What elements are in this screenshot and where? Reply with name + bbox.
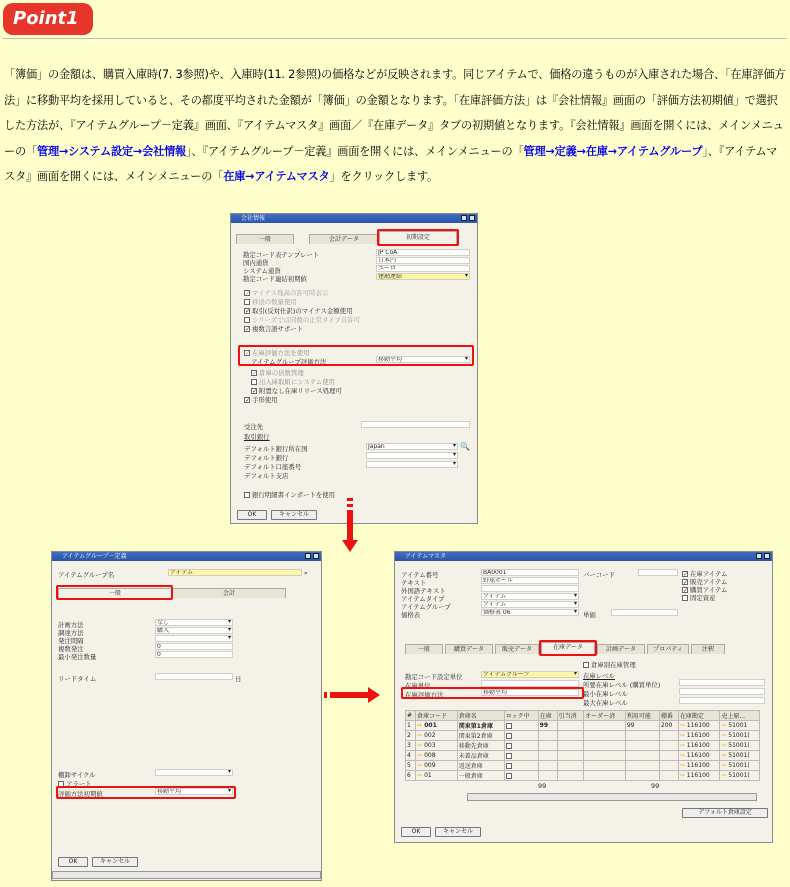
inventory-unit-label: 在庫単位: [405, 682, 431, 690]
inventory-account: [678, 741, 719, 751]
inventory-account: [678, 731, 719, 741]
available-cell: [625, 741, 659, 751]
inventory-account: [678, 761, 719, 771]
lock-check[interactable]: [504, 721, 538, 731]
inventory-level-title: 在庫レベル: [583, 672, 615, 680]
cogs-account: [720, 731, 760, 741]
column-header[interactable]: 在庫勘定: [678, 711, 719, 721]
right-arrow-icon: [318, 689, 380, 701]
cogs-account: [720, 721, 760, 731]
bin-cell: [659, 731, 678, 741]
checkbox[interactable]: [506, 763, 512, 769]
local-currency-field[interactable]: 日本円: [376, 257, 470, 264]
ok-button[interactable]: OK: [237, 510, 267, 520]
item-group-select[interactable]: アイテム ▾: [481, 601, 579, 608]
max-level-field[interactable]: [679, 697, 765, 704]
field-label: デフォルト銀行所在国: [244, 445, 308, 453]
valuation-default-label: 評価方法初期値: [58, 790, 103, 798]
lock-check[interactable]: [504, 771, 538, 781]
procurement-method-select[interactable]: 購入 ▾: [155, 627, 233, 634]
field-label: 所要在庫レベル (購買単位): [583, 681, 661, 689]
link-arrow-icon[interactable]: ⇨: [721, 722, 729, 729]
check-row[interactable]: ✓ 購買アイテム: [683, 586, 728, 594]
warehouse-name: 返送倉庫: [457, 761, 504, 771]
field-label: 最小発注数量: [58, 653, 97, 661]
field-label: アイテムグループ: [401, 603, 451, 611]
tab-inventory[interactable]: 在庫データ: [541, 642, 595, 654]
link-arrow-icon[interactable]: ⇨: [417, 722, 425, 729]
cogs-account: [720, 751, 760, 761]
link-arrow-icon[interactable]: ⇨: [679, 722, 687, 729]
default-bank-select[interactable]: [366, 452, 458, 459]
field-label: 複数発注: [58, 645, 84, 653]
unit-price-label: 単価: [583, 611, 596, 619]
checkbox[interactable]: [506, 743, 512, 749]
account-setting-select[interactable]: アイテムグループ ▾: [481, 671, 579, 678]
highlight-valuation: [56, 786, 236, 799]
lead-time-label: リードタイム: [58, 675, 97, 683]
check-row[interactable]: ✓ 販売アイテム: [683, 578, 728, 586]
warehouse-code: [416, 731, 458, 741]
coa-template-field[interactable]: JP CoA: [376, 249, 470, 256]
row-number: 1: [406, 721, 416, 731]
tab-accounting[interactable]: 会計データ: [309, 234, 379, 244]
menu-path-itemgroup: 管理→定義→在庫→アイテムグループ: [523, 144, 703, 158]
unit-price-field[interactable]: [611, 609, 678, 616]
field-label: 外国語テキスト: [401, 587, 446, 595]
cell-text: 51001(: [728, 732, 750, 739]
bin-cell: [659, 761, 678, 771]
lock-check[interactable]: [504, 741, 538, 751]
link-arrow-icon[interactable]: ⇨: [417, 752, 425, 759]
cell-text: 51001: [728, 722, 748, 729]
link-arrow-icon[interactable]: ⇨: [721, 752, 729, 759]
check-row[interactable]: 移送の数量使用: [244, 297, 297, 306]
point-badge: Point1: [3, 3, 93, 35]
ordered-cell: [584, 741, 626, 751]
ordered-cell: [584, 771, 626, 781]
lock-check[interactable]: [504, 751, 538, 761]
row-number: 6: [406, 771, 416, 781]
field-label: デフォルト銀行: [244, 454, 289, 462]
row-number: 5: [406, 761, 416, 771]
link-arrow-icon[interactable]: ⇨: [721, 762, 729, 769]
ordered-cell: [584, 731, 626, 741]
group-name-label: アイテムグループ名: [58, 571, 115, 579]
barcode-label: バーコード: [583, 571, 615, 579]
cell-text: 008: [424, 752, 436, 759]
field-label: 最小在庫レベル: [583, 690, 628, 698]
down-arrow-icon: [346, 498, 354, 552]
field-label: 調達方法: [58, 629, 84, 637]
account-consolidation-select[interactable]: 建勘連結 ▾: [376, 273, 470, 280]
column-header[interactable]: 倉庫名: [457, 711, 504, 721]
order-multiple-field[interactable]: 0: [155, 643, 233, 650]
ok-button[interactable]: OK: [58, 857, 88, 867]
menu-path-itemmaster: 在庫→アイテムマスタ: [223, 170, 330, 184]
link-arrow-icon[interactable]: ⇨: [679, 742, 687, 749]
cell-text: 51001(: [728, 742, 750, 749]
foreign-text-field[interactable]: [481, 585, 579, 592]
warehouse-name: 関東第2倉庫: [457, 731, 504, 741]
link-arrow-icon[interactable]: ⇨: [679, 732, 687, 739]
stock-cell: [538, 731, 557, 741]
row-number: 4: [406, 751, 416, 761]
link-arrow-icon[interactable]: ⇨: [679, 772, 687, 779]
account-setting-label: 勘定コード設定単位: [405, 673, 463, 681]
lock-check[interactable]: [504, 761, 538, 771]
available-cell: [625, 751, 659, 761]
column-header[interactable]: 倉庫コード: [416, 711, 458, 721]
highlight-tab: [377, 229, 459, 246]
column-header[interactable]: 引当済: [557, 711, 584, 721]
tab-remarks[interactable]: 注釈: [691, 644, 725, 654]
field-label: デフォルト支店: [244, 472, 289, 480]
inventory-unit-field[interactable]: [481, 680, 579, 687]
bin-cell: [659, 751, 678, 761]
cell-text: 003: [424, 742, 436, 749]
field-label: 価格表: [401, 611, 421, 619]
committed-cell: [557, 721, 584, 731]
barcode-field[interactable]: [638, 569, 678, 576]
warehouse-code: [416, 771, 458, 781]
bank-section-title: 取引銀行: [244, 433, 270, 441]
horizontal-scrollbar[interactable]: [52, 871, 321, 879]
tab-general[interactable]: 一般: [405, 644, 443, 654]
cell-text: 116100: [686, 752, 710, 759]
available-cell: [625, 761, 659, 771]
cell-text: 116100: [686, 732, 710, 739]
check-row[interactable]: シリーズでは同数の正常タイプ自許可: [244, 315, 360, 324]
warehouse-name: 関東第1倉庫: [457, 721, 504, 731]
cogs-account: [720, 741, 760, 751]
price-list-select[interactable]: 価格表 06 ▾: [481, 609, 579, 616]
highlight-tab: [56, 585, 173, 600]
valuation-default-select[interactable]: 移動平均 ▾: [155, 788, 233, 795]
item-type-select[interactable]: アイテム ▾: [481, 593, 579, 600]
cogs-account: [720, 771, 760, 781]
planning-method-select[interactable]: なし ▾: [155, 619, 233, 626]
bin-cell: [659, 771, 678, 781]
link-arrow-icon[interactable]: ⇨: [417, 732, 425, 739]
divider: [3, 38, 787, 39]
tab-accounting[interactable]: 会計: [172, 588, 286, 598]
tab-initial-settings[interactable]: 初期設定: [379, 231, 457, 244]
stock-cell: 99: [538, 721, 557, 731]
column-header[interactable]: 利用可能: [625, 711, 659, 721]
cell-text: 116100: [686, 742, 710, 749]
warehouse-management-check[interactable]: 倉庫別在庫管理: [583, 660, 636, 669]
warehouse-code: [416, 751, 458, 761]
use-promissory-check[interactable]: ✓ 手形使用: [245, 396, 278, 404]
field-label: 計画方法: [58, 621, 84, 629]
lead-time-unit: 日: [235, 675, 242, 683]
committed-cell: [557, 751, 584, 761]
total-stock: 99: [538, 782, 547, 790]
column-header[interactable]: 売上原...: [720, 711, 760, 721]
title-bar: アイテムグループ－定義: [52, 552, 321, 561]
field-label: 最大在庫レベル: [583, 699, 628, 707]
field-label: デフォルト口座番号: [244, 463, 302, 471]
title-bar: アイテムマスタ: [395, 552, 772, 561]
total-available: 99: [651, 782, 660, 790]
use-inventory-valuation-check[interactable]: ✓ 在庫評価方法を使用: [245, 349, 310, 357]
cell-text: 002: [424, 732, 436, 739]
cycle-count-label: 棚卸サイクル: [58, 771, 96, 779]
warehouse-code: [416, 721, 458, 731]
bank-country-select[interactable]: Japan ▾: [366, 443, 458, 450]
menu-path-company: 管理→システム設定→会社情報: [36, 144, 187, 158]
link-arrow-icon[interactable]: ⇨: [417, 742, 425, 749]
cogs-account: [720, 761, 760, 771]
search-icon[interactable]: 🔍: [460, 442, 470, 451]
alert-check[interactable]: アラート: [58, 779, 92, 788]
valuation-method-label: 在庫評価方法: [405, 691, 444, 699]
explanation-paragraph: 「簿価」の金額は、購買入庫時(7. 3参照)や、入庫時(11. 2参照)の価格などが反映されます。同じアイテムで、価格の違うものが入庫された場合、「在庫評価方法」に移動平均を採用していると、その都度平均された金額が「簿価」の金額となります。「在庫評価方法」は『会社情報』画面の「評価方法初期値」で選択した方法が、『アイテムグループ－定義』画面、『アイテムマスタ』画面／『在庫データ』タブの初期値となります。『会社情報』画面を開くには、メインメニューの「管理→システム設定→会社情報」、『アイテムグループ－定義』画面を開くには、メインメニューの「管理→定義→在庫→アイテムグループ」、『アイテムマスタ』画面を開くには、メインメニューの「在庫→アイテムマスタ」をクリックします。: [4, 68, 786, 184]
column-header[interactable]: #: [406, 711, 416, 721]
cell-text: 51001(: [728, 752, 750, 759]
item-text-field[interactable]: 野球ボール: [481, 577, 579, 584]
cell-text: 116100: [686, 762, 710, 769]
available-cell: [625, 731, 659, 741]
link-arrow-icon[interactable]: ⇨: [721, 742, 729, 749]
committed-cell: [557, 771, 584, 781]
row-number: 2: [406, 731, 416, 741]
row-number: 3: [406, 741, 416, 751]
checkbox[interactable]: [506, 733, 512, 739]
link-arrow-icon[interactable]: ⇨: [721, 732, 729, 739]
committed-cell: [557, 741, 584, 751]
inventory-account: [678, 751, 719, 761]
cell-text: 51001(: [728, 762, 750, 769]
valuation-method-field[interactable]: 移動平均: [481, 689, 579, 696]
company-info-window: [230, 213, 478, 524]
committed-cell: [557, 761, 584, 771]
check-row[interactable]: ✓ マイナス残高の許可時表示: [245, 289, 329, 297]
warehouse-name: 一般倉庫: [457, 771, 504, 781]
available-cell: [625, 771, 659, 781]
ordered-cell: [584, 751, 626, 761]
highlight-valuation: [238, 345, 474, 366]
link-arrow-icon[interactable]: ⇨: [721, 772, 729, 779]
committed-cell: [557, 731, 584, 741]
link-arrow-icon[interactable]: ⇨: [679, 762, 687, 769]
field-label: 発注間隔: [58, 637, 84, 645]
horizontal-scrollbar[interactable]: [467, 793, 757, 801]
highlight-tab: [539, 640, 597, 656]
title-bar: 会社情報: [231, 214, 477, 223]
warehouse-table: [405, 710, 760, 781]
tab-general[interactable]: 一般: [236, 234, 294, 244]
field-label: アイテムタイプ: [401, 595, 445, 603]
cell-text: 01: [424, 772, 432, 779]
item-group-window: [51, 551, 322, 881]
cell-text: 009: [424, 762, 436, 769]
min-order-qty-field[interactable]: 0: [155, 651, 233, 658]
cell-text: 116100: [686, 772, 710, 779]
link-arrow-icon[interactable]: ⇨: [417, 772, 425, 779]
ordered-cell: [584, 721, 626, 731]
check-row[interactable]: ✓ 附置なし在庫リリース処理可: [252, 387, 342, 395]
bin-cell: [659, 741, 678, 751]
valuation-method-select[interactable]: 移動平均 ▾: [376, 356, 470, 363]
link-arrow-icon[interactable]: ⇨: [679, 752, 687, 759]
link-arrow-icon[interactable]: ⇨: [417, 762, 425, 769]
table-row[interactable]: [406, 751, 760, 761]
field-label: テキスト: [401, 579, 427, 587]
tab-planning[interactable]: 計画データ: [597, 644, 645, 654]
cell-text: 001: [424, 722, 437, 729]
checkbox[interactable]: [506, 773, 512, 779]
field-label: 勘定コード連結初期値: [243, 275, 307, 283]
cycle-count-select[interactable]: [155, 769, 233, 776]
check-row[interactable]: ✓ 倉庫の倍数管理: [252, 369, 304, 377]
check-row[interactable]: ✓ 複数言語サポート: [245, 325, 304, 333]
order-dest-field[interactable]: [361, 421, 470, 428]
field-label: 国内通貨: [243, 259, 269, 267]
inventory-account: [678, 771, 719, 781]
field-label: システム通貨: [243, 267, 281, 275]
available-cell: 99: [625, 721, 659, 731]
link-icon[interactable]: ⌕: [304, 569, 308, 577]
ok-button[interactable]: OK: [401, 827, 431, 837]
order-interval-select[interactable]: [155, 635, 233, 642]
item-master-window: [394, 551, 773, 843]
warehouse-name: 未着品倉庫: [457, 751, 504, 761]
table-header: [406, 711, 760, 721]
warehouse-code: [416, 761, 458, 771]
table-row[interactable]: [406, 771, 760, 781]
highlight-valuation: [401, 687, 584, 699]
lock-check[interactable]: [504, 731, 538, 741]
cell-text: 116100: [686, 722, 710, 729]
ordered-cell: [584, 761, 626, 771]
lead-time-field[interactable]: [155, 673, 233, 680]
checkbox[interactable]: [506, 753, 512, 759]
tab-general[interactable]: 一般: [58, 588, 172, 598]
column-header[interactable]: 棚番: [659, 711, 678, 721]
column-header[interactable]: ロック中: [504, 711, 538, 721]
default-warehouse-button[interactable]: デフォルト倉庫設定: [682, 808, 768, 818]
table-row[interactable]: [406, 731, 760, 741]
warehouse-name: 移動先倉庫: [457, 741, 504, 751]
bin-cell: 200: [659, 721, 678, 731]
check-row[interactable]: 固定資産: [682, 593, 716, 602]
default-account-select[interactable]: [366, 461, 458, 468]
stock-cell: [538, 761, 557, 771]
tab-purchasing[interactable]: 購買データ: [445, 644, 493, 654]
table-row[interactable]: [406, 761, 760, 771]
item-number-field[interactable]: BA0001: [481, 569, 579, 576]
column-header[interactable]: オーダー済: [584, 711, 626, 721]
cancel-button[interactable]: キャンセル: [92, 857, 138, 867]
check-row[interactable]: 出入庫取組にシステム使用: [251, 377, 335, 386]
cancel-button[interactable]: キャンセル: [271, 510, 317, 520]
stock-cell: [538, 741, 557, 751]
warehouse-code: [416, 741, 458, 751]
column-header[interactable]: 在庫: [538, 711, 557, 721]
field-label: アイテム番号: [401, 571, 439, 579]
valuation-method-label: アイテムグループ評価方法: [251, 358, 327, 366]
cell-text: 51001(: [728, 772, 750, 779]
tab-properties[interactable]: プロパティ: [647, 644, 689, 654]
system-currency-field[interactable]: ユーロ: [376, 265, 470, 272]
checkbox[interactable]: [506, 723, 512, 729]
field-label: 勘定コード表テンプレート: [243, 251, 320, 259]
bank-statement-import-check[interactable]: 銀行明細書インポートを使用: [244, 490, 335, 499]
group-name-field[interactable]: アイテム: [168, 569, 302, 576]
order-dest-label: 受注先: [244, 423, 264, 431]
table-row[interactable]: [406, 721, 760, 731]
tab-sales[interactable]: 販売データ: [495, 644, 539, 654]
stock-cell: [538, 771, 557, 781]
check-row[interactable]: ✓ 在庫アイテム: [683, 570, 728, 578]
cancel-button[interactable]: キャンセル: [435, 827, 481, 837]
check-row[interactable]: ✓ 取引(反対仕訳)のマイナス金額使用: [245, 307, 353, 315]
min-level-field[interactable]: [679, 688, 765, 695]
required-level-field[interactable]: [679, 679, 765, 686]
stock-cell: [538, 751, 557, 761]
table-row[interactable]: [406, 741, 760, 751]
inventory-account: [678, 721, 719, 731]
